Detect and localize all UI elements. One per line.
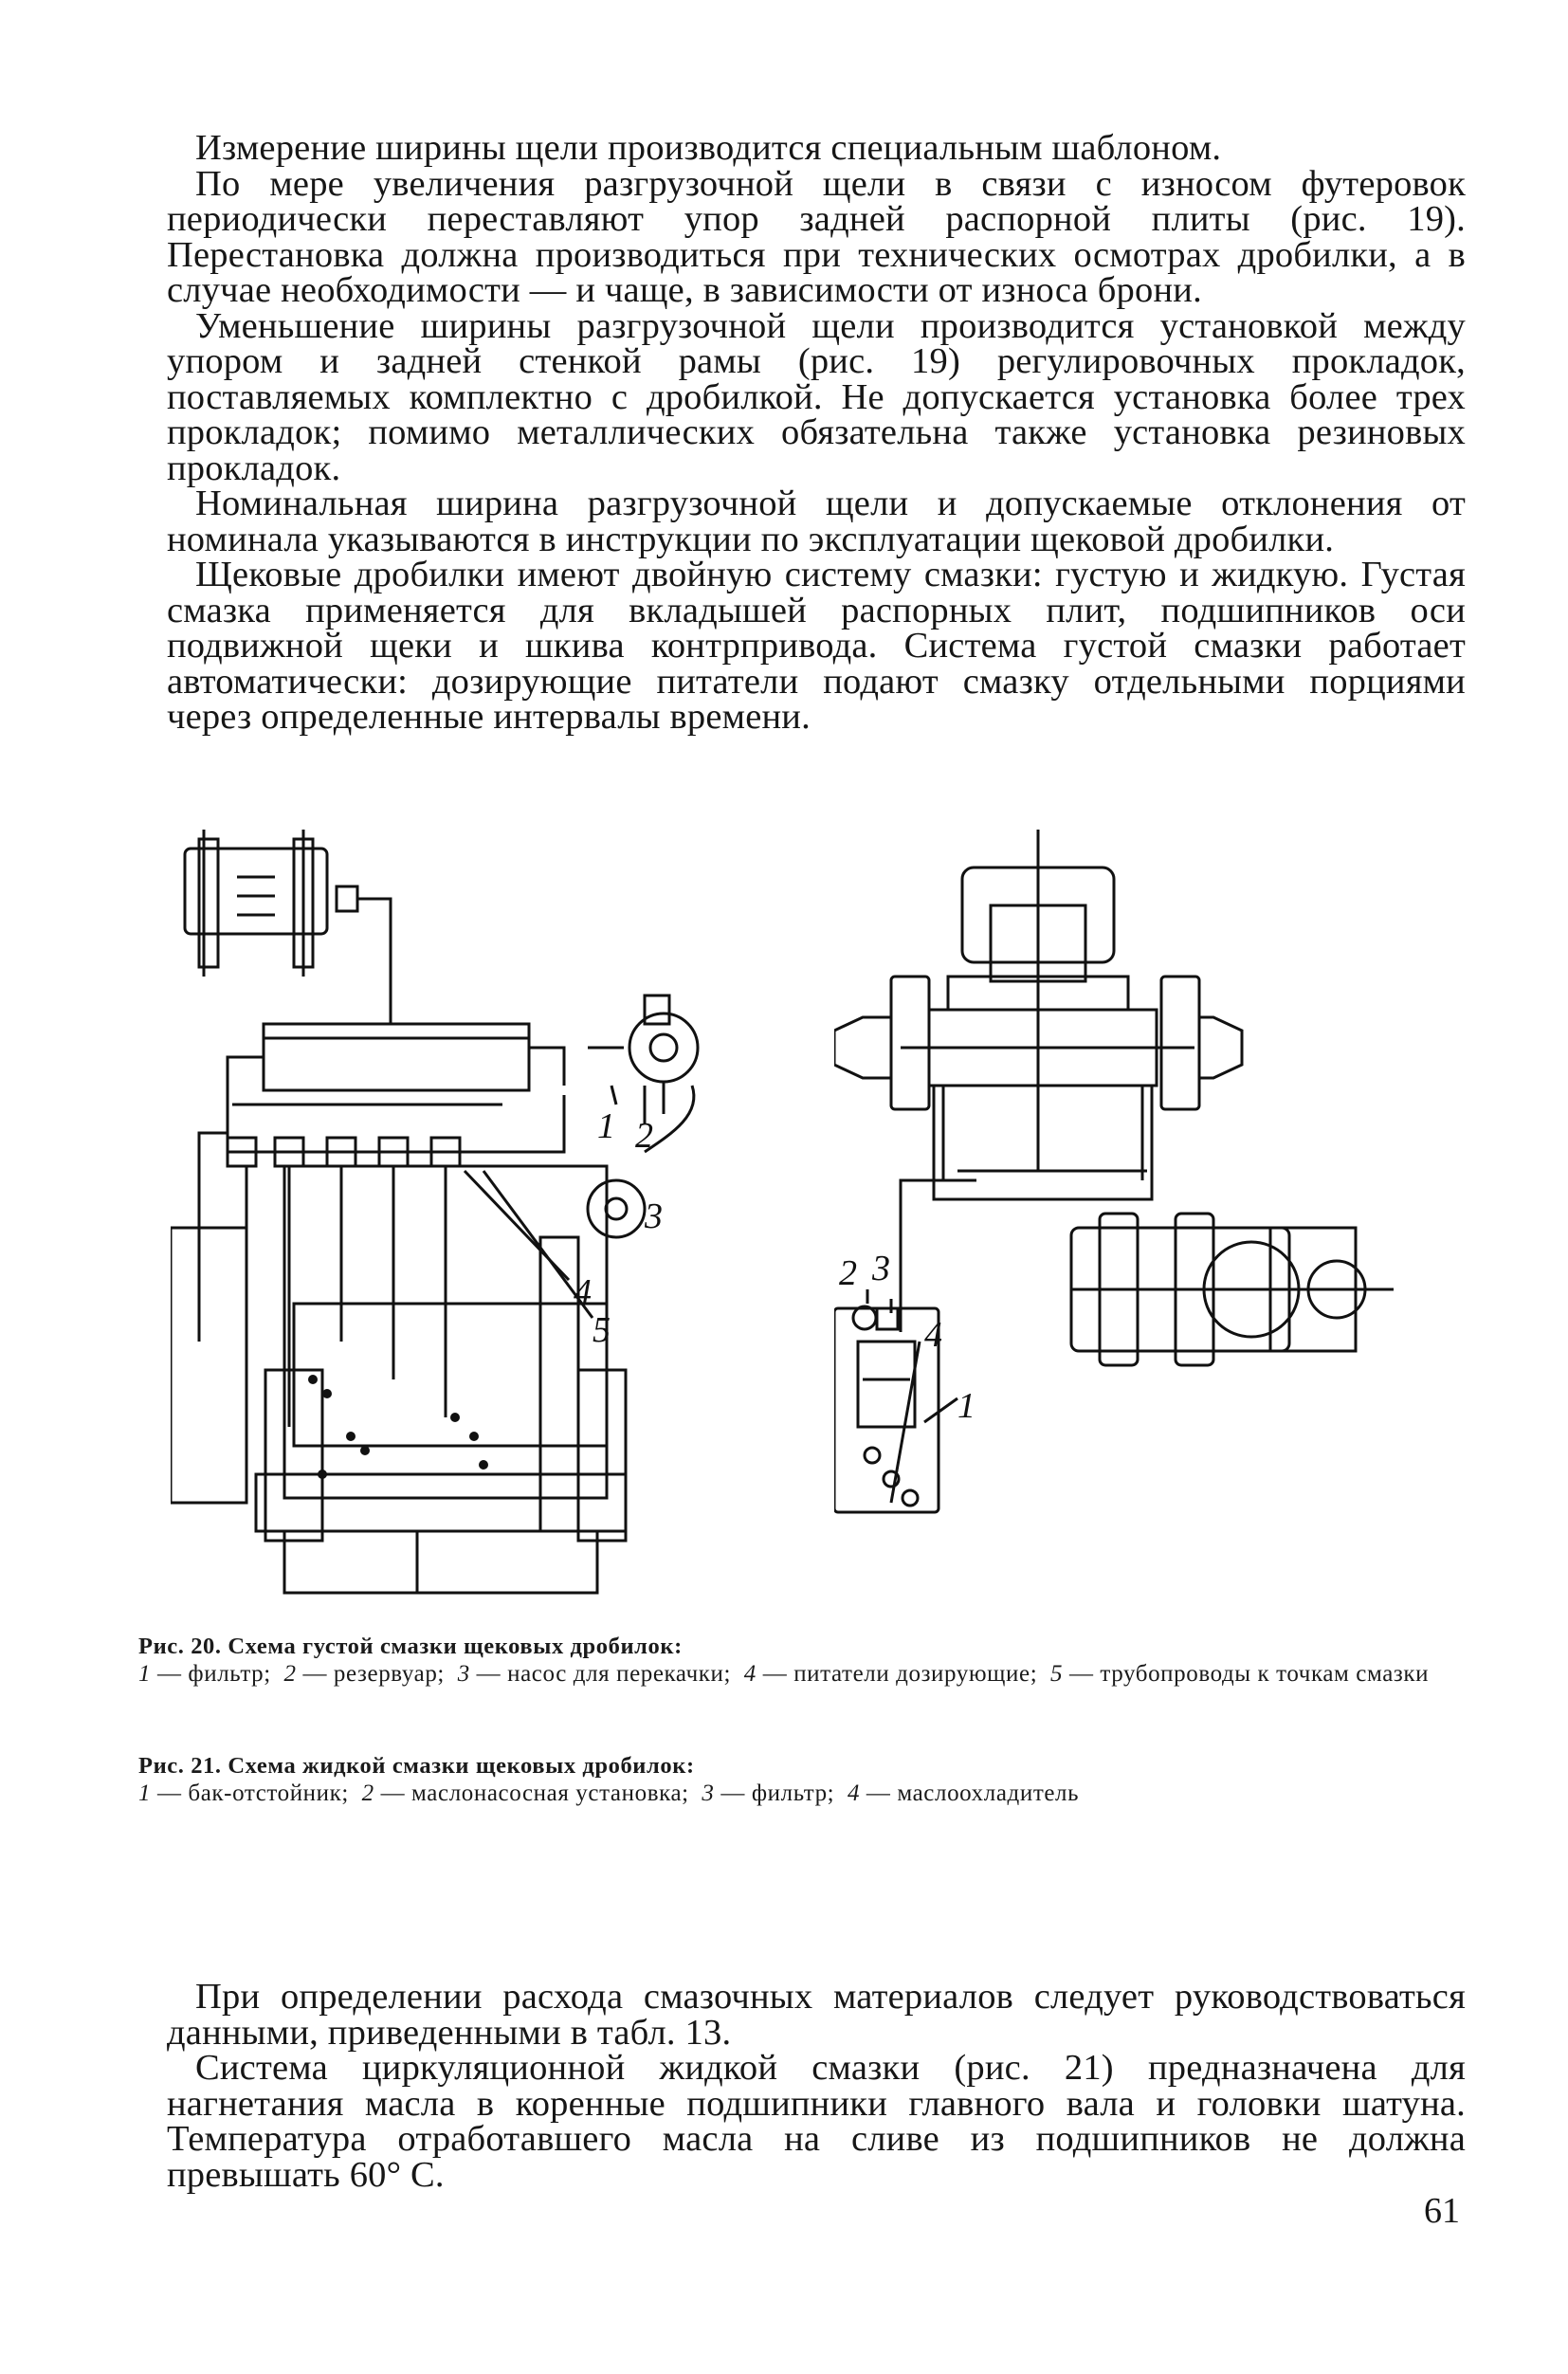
figure-21-label: 1 <box>957 1386 975 1426</box>
figure-21-label: 4 <box>924 1315 942 1355</box>
bottom-text-block <box>167 1977 1466 2195</box>
legend-text: — фильтр; <box>156 1661 271 1687</box>
figure-20-label: 1 <box>597 1106 615 1146</box>
figure-20-label: 2 <box>635 1116 653 1156</box>
figure-21-diagram <box>834 811 1469 1598</box>
paragraph: Номинальная ширина разгрузочной щели и допускаемые отклонения от номинала указываются в инструкции по эксплуатации щековой дробилки. <box>167 484 1466 559</box>
figure-21-label: 3 <box>872 1249 890 1288</box>
figure-21-label: 2 <box>839 1253 857 1293</box>
legend-number: 1 <box>138 1780 152 1806</box>
figures <box>171 811 1469 1598</box>
legend-text: — бак-отстойник; <box>156 1780 349 1806</box>
paragraph: Щековые дробилки имеют двойную систему смазки: густую и жидкую. Густая смазка применяется для вкладышей распорных плит, подшипников оси подвижной щеки и шкива контрпривода. Система густой смазки работает автоматически: дозирующие питатели подают смазку отдельными порциями через определенные интервалы времени. <box>167 555 1466 737</box>
legend-number: 4 <box>847 1780 861 1806</box>
figure-20-diagram <box>171 811 815 1598</box>
paragraph: При определении расхода смазочных материалов следует руководствоваться данными, приведенными в табл. 13. <box>167 1977 1466 2053</box>
legend-text: — фильтр; <box>720 1780 835 1806</box>
legend-number: 3 <box>457 1661 470 1687</box>
figure-20-caption <box>138 1633 1466 1688</box>
top-text-block <box>167 128 1466 737</box>
figure-20-label: 3 <box>645 1196 663 1236</box>
paragraph: По мере увеличения разгрузочной щели в связи с износом футеровок периодически переставляют упор задней распорной плиты (рис. 19). Перестановка должна производиться при технических осмотрах дробилки, а в случае необходимости — и чаще, в зависимости от износа брони. <box>167 163 1466 310</box>
legend-text: — резервуар; <box>302 1661 445 1687</box>
figure-20-label: 5 <box>593 1310 611 1350</box>
legend-number: 3 <box>702 1780 715 1806</box>
figure-20-legend <box>138 1661 1466 1688</box>
figure-21-legend <box>138 1780 1466 1807</box>
page-number: 61 <box>1424 2191 1460 2231</box>
figure-21-caption <box>138 1752 1466 1807</box>
legend-text: — маслонасосная установка; <box>380 1780 689 1806</box>
figure-21-caption-title: Рис. 21. Схема жидкой смазки щековых дробилок: <box>138 1753 695 1779</box>
legend-number: 2 <box>361 1780 374 1806</box>
figure-20-label: 4 <box>574 1272 592 1312</box>
legend-text: — маслоохладитель <box>866 1780 1080 1806</box>
legend-number: 1 <box>138 1661 152 1687</box>
legend-text: — трубопроводы к точкам смазки <box>1068 1661 1430 1687</box>
legend-text: — питатели дозирующие; <box>762 1661 1038 1687</box>
legend-number: 2 <box>283 1661 297 1687</box>
paragraph: Измерение ширины щели производится специальным шаблоном. <box>195 128 1222 168</box>
figure-20-caption-title: Рис. 20. Схема густой смазки щековых дробилок: <box>138 1634 683 1659</box>
paragraph: Система циркуляционной жидкой смазки (рис. 21) предназначена для нагнетания масла в коренные подшипники главного вала и головки шатуна. Температура отработавшего масла на сливе из подшипников не должна превышать 60° С. <box>167 2048 1466 2195</box>
legend-number: 4 <box>743 1661 757 1687</box>
legend-number: 5 <box>1049 1661 1064 1687</box>
legend-text: — насос для перекачки; <box>476 1661 732 1687</box>
paragraph: Уменьшение ширины разгрузочной щели производится установкой между упором и задней стенкой рамы (рис. 19) регулировочных прокладок, поставляемых комплектно с дробилкой. Не допускается установка более трех прокладок; помимо металлических обязательна также установка резиновых прокладок. <box>167 305 1466 488</box>
